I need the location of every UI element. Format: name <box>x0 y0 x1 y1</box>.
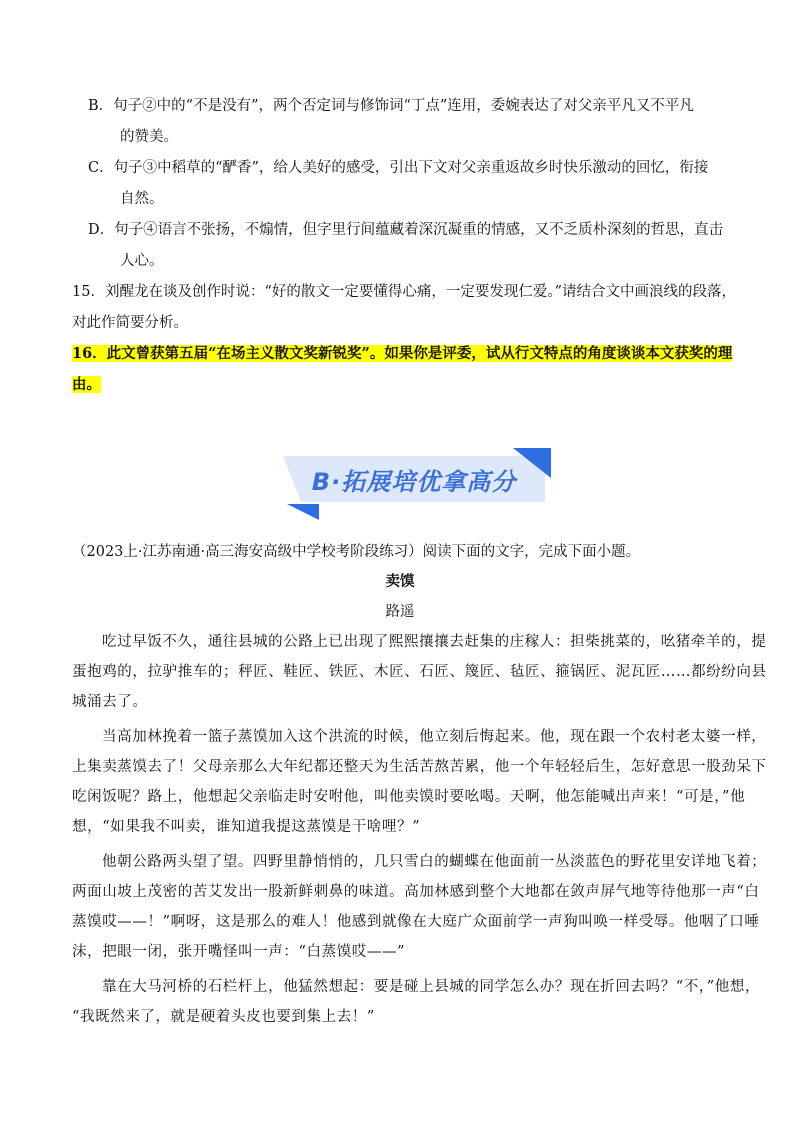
question-15-line1: 15．刘醒龙在谈及创作时说：“好的散文一定要懂得心痛，一定要发现仁爱。”请结合文中画浪线的段落， <box>72 284 737 300</box>
para-2-line4: 想，“如果我不叫卖，谁知道我提这蒸馍是干啥哩？” <box>72 819 421 835</box>
para-3-line2: 两面山坡上茂密的苦艾发出一股新鲜刺鼻的味道。高加林感到整个大地都在敛声屏气地等待他那一声“白 <box>72 884 760 900</box>
article-title: 卖馍 <box>385 574 415 590</box>
question-16-highlight-1: 16．此文曾获第五届“在场主义散文奖新锐奖”。如果你是评委，试从行文特点的角度谈谈本文获奖的理 <box>72 345 733 362</box>
question-16-highlight-2: 由。 <box>72 376 101 393</box>
option-c-line1: C．句子③中稻草的“酽香”，给人美好的感受，引出下文对父亲重返故乡时快乐激动的回忆，衔接 <box>88 160 709 176</box>
question-15-line2: 对此作简要分析。 <box>72 315 188 331</box>
source-line: （2023上·江苏南通·高三海安高级中学校考阶段练习）阅读下面的文字，完成下面小题。 <box>72 544 641 560</box>
para-3-line1: 他朝公路两头望了望。四野里静悄悄的，几只雪白的蝴蝶在他面前一丛淡蓝色的野花里安详地飞着； <box>102 854 767 870</box>
para-1-line1: 吃过早饭不久，通往县城的公路上已出现了熙熙攘攘去赶集的庄稼人：担柴挑菜的，吆猪牵羊的，提 <box>102 634 767 650</box>
para-2-line3: 吃闲饭呢？路上，他想起父亲临走时安咐他，叫他卖馍时要吆喝。天啊，他怎能喊出声来！“可是，”他 <box>72 789 746 805</box>
article-author: 路遥 <box>385 604 415 620</box>
para-4-line1: 靠在大马河桥的石栏杆上，他猛然想起：要是碰上县城的同学怎么办？现在折回去吗？“不，”他想， <box>102 979 761 995</box>
question-16-line2 <box>72 375 101 395</box>
question-16-line1 <box>72 344 732 364</box>
para-3-line3: 蒸馍哎——！”啊呀，这是那么的难人！他感到就像在大庭广众面前学一声狗叫唤一样受辱。他咽了口唾 <box>72 914 760 930</box>
option-d-line2: 人心。 <box>120 253 164 269</box>
option-b-line2: 的赞美。 <box>120 129 178 145</box>
para-1-line3: 城涌去了。 <box>72 694 148 710</box>
section-banner <box>283 448 551 520</box>
para-2-line2: 上集卖蒸馍去了！父母亲那么大年纪都还整天为生活苦熬苦累，他一个年轻轻后生，怎好意思一股劲呆下 <box>72 759 767 775</box>
para-2-line1: 当高加林挽着一篮子蒸馍加入这个洪流的时候，他立刻后悔起来。他，现在跟一个农村老太婆一样， <box>102 729 767 745</box>
option-b-line1: B．句子②中的“不是没有”，两个否定词与修饰词“丁点”连用，委婉表达了对父亲平凡又不平凡 <box>88 98 694 114</box>
para-3-line4: 沫，把眼一闭，张开嘴怪叫一声：“白蒸馍哎——” <box>72 944 406 960</box>
option-c-line2: 自然。 <box>120 191 164 207</box>
para-4-line2: “我既然来了，就是硬着头皮也要到集上去！” <box>72 1009 375 1025</box>
option-d-line1: D．句子④语言不张扬，不煽情，但字里行间蕴藏着深沉凝重的情感，又不乏质朴深刻的哲思，直击 <box>88 222 724 238</box>
para-1-line2: 蛋抱鸡的，拉驴推车的；秤匠、鞋匠、铁匠、木匠、石匠、篾匠、毡匠、箍锅匠、泥瓦匠……都纷纷向县 <box>72 664 767 680</box>
banner-title: B·拓展培优拿高分 <box>311 468 517 496</box>
